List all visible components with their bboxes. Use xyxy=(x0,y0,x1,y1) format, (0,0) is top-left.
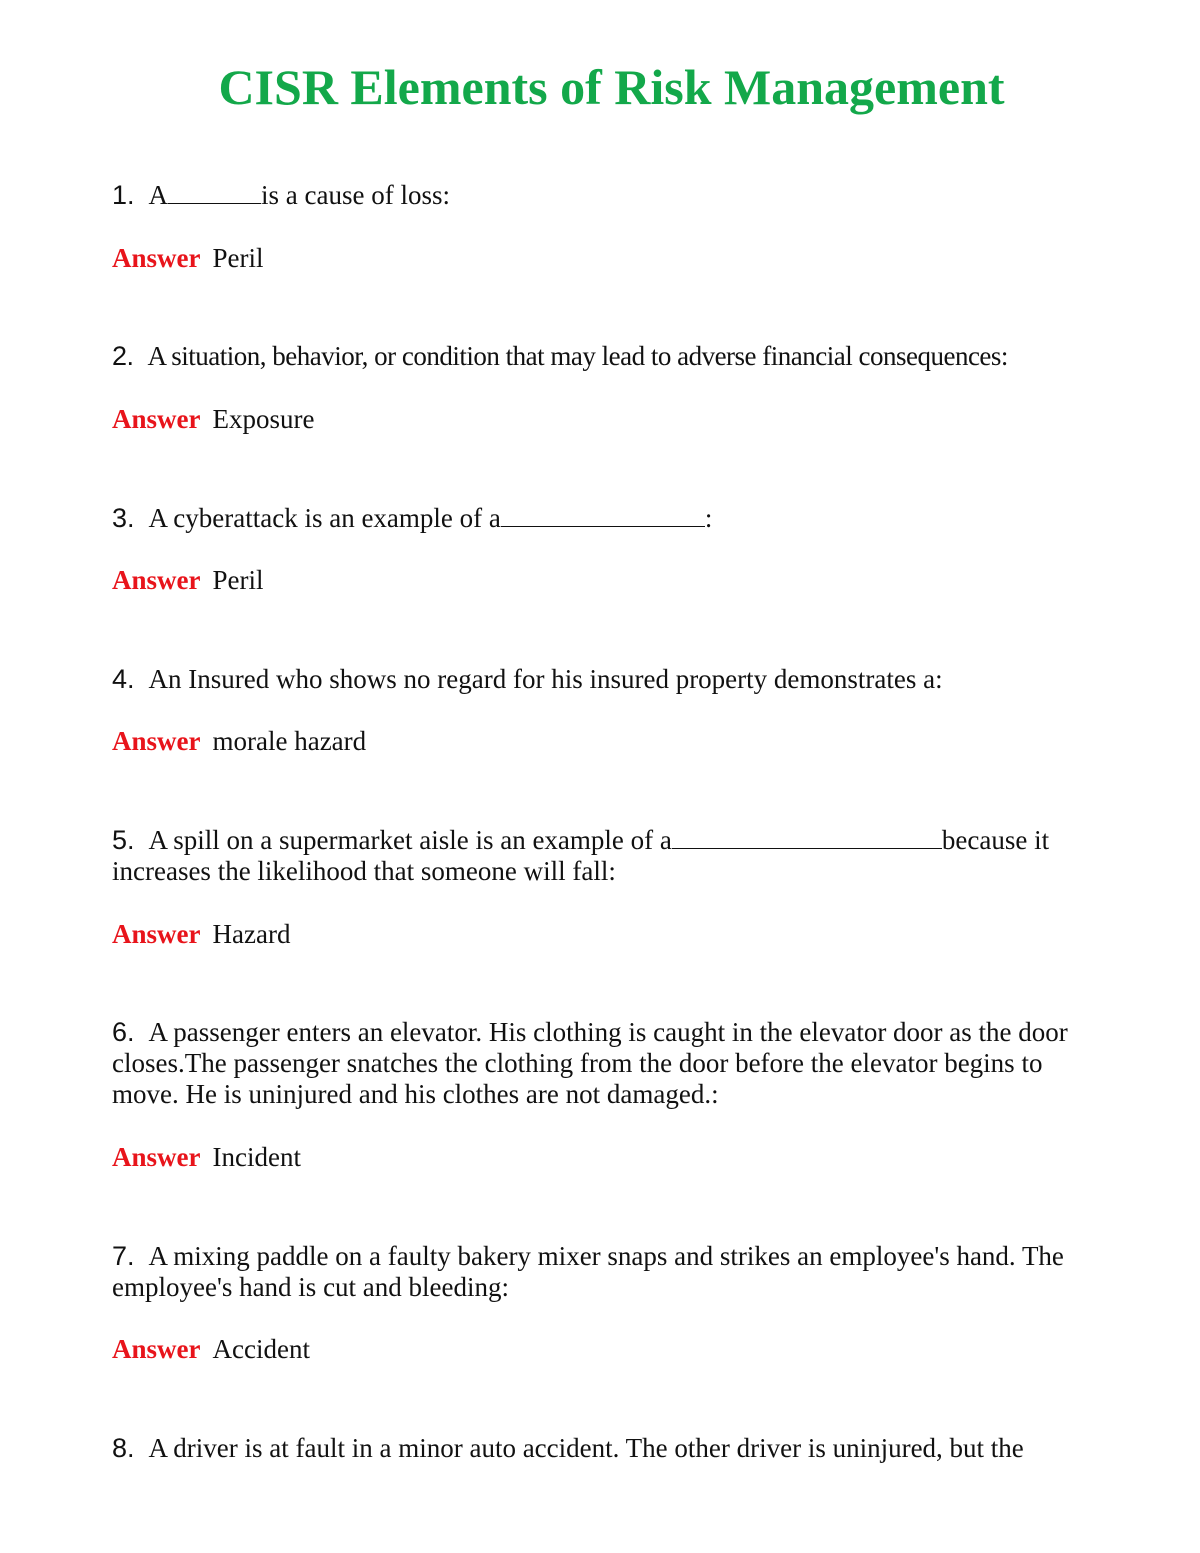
question-6 xyxy=(112,1017,1092,1110)
answer-value: Accident xyxy=(212,1334,310,1364)
question-text: A driver is at fault in a minor auto accident. The other driver is uninjured, but the xyxy=(148,1433,1024,1463)
fill-in-blank xyxy=(168,181,261,204)
document-title: CISR Elements of Risk Management xyxy=(218,59,1005,115)
answer-value: Hazard xyxy=(212,919,291,949)
question-8 xyxy=(112,1433,1092,1464)
fill-in-blank xyxy=(672,826,942,849)
answer-label: Answer xyxy=(112,1142,201,1172)
question-3 xyxy=(112,503,1092,534)
answer-label: Answer xyxy=(112,726,201,756)
question-text: A situation, behavior, or condition that may lead to adverse financial consequences: xyxy=(147,341,1008,371)
question-number: 3. xyxy=(112,503,135,533)
question-text-before: A cyberattack is an example of a xyxy=(148,503,501,533)
question-number: 8. xyxy=(112,1433,135,1463)
question-text-after: : xyxy=(704,503,713,533)
question-number: 7. xyxy=(112,1241,135,1271)
answer-value: Exposure xyxy=(212,404,315,434)
answer-5 xyxy=(112,919,290,950)
question-text-before: A spill on a supermarket aisle is an example of a xyxy=(148,825,672,855)
question-number: 2. xyxy=(112,341,134,371)
question-4 xyxy=(112,664,1092,695)
answer-value: Peril xyxy=(212,565,264,595)
answer-value: Peril xyxy=(212,243,264,273)
answer-label: Answer xyxy=(112,919,201,949)
question-text: A passenger enters an elevator. His clothing is caught in the elevator door as the door closes.The passenger snatches the clothing from the door before the elevator begins to move. He is uninjured and his clothes are not damaged.: xyxy=(112,1017,1068,1109)
question-text-after: because it increases the likelihood that someone will fall: xyxy=(112,825,1050,886)
answer-4 xyxy=(112,726,366,757)
question-text-before: A xyxy=(148,180,169,210)
question-2 xyxy=(112,341,1092,372)
question-number: 4. xyxy=(112,664,135,694)
answer-label: Answer xyxy=(112,1334,201,1364)
answer-1 xyxy=(112,243,264,274)
question-5 xyxy=(112,825,1092,887)
question-1 xyxy=(112,180,1092,211)
question-text: An Insured who shows no regard for his insured property demonstrates a: xyxy=(148,664,943,694)
answer-label: Answer xyxy=(112,404,201,434)
answer-value: Incident xyxy=(212,1142,301,1172)
question-7 xyxy=(112,1241,1092,1303)
answer-3 xyxy=(112,565,264,596)
answer-7 xyxy=(112,1334,310,1365)
answer-label: Answer xyxy=(112,243,201,273)
answer-label: Answer xyxy=(112,565,201,595)
question-number: 6. xyxy=(112,1017,135,1047)
question-text-after: is a cause of loss: xyxy=(261,180,450,210)
question-number: 5. xyxy=(112,825,135,855)
fill-in-blank xyxy=(501,504,705,527)
answer-2 xyxy=(112,404,314,435)
answer-6 xyxy=(112,1142,301,1173)
question-number: 1. xyxy=(112,180,135,210)
answer-value: morale hazard xyxy=(212,726,367,756)
question-text: A mixing paddle on a faulty bakery mixer snaps and strikes an employee's hand. The employee's hand is cut and bleeding: xyxy=(112,1241,1064,1302)
